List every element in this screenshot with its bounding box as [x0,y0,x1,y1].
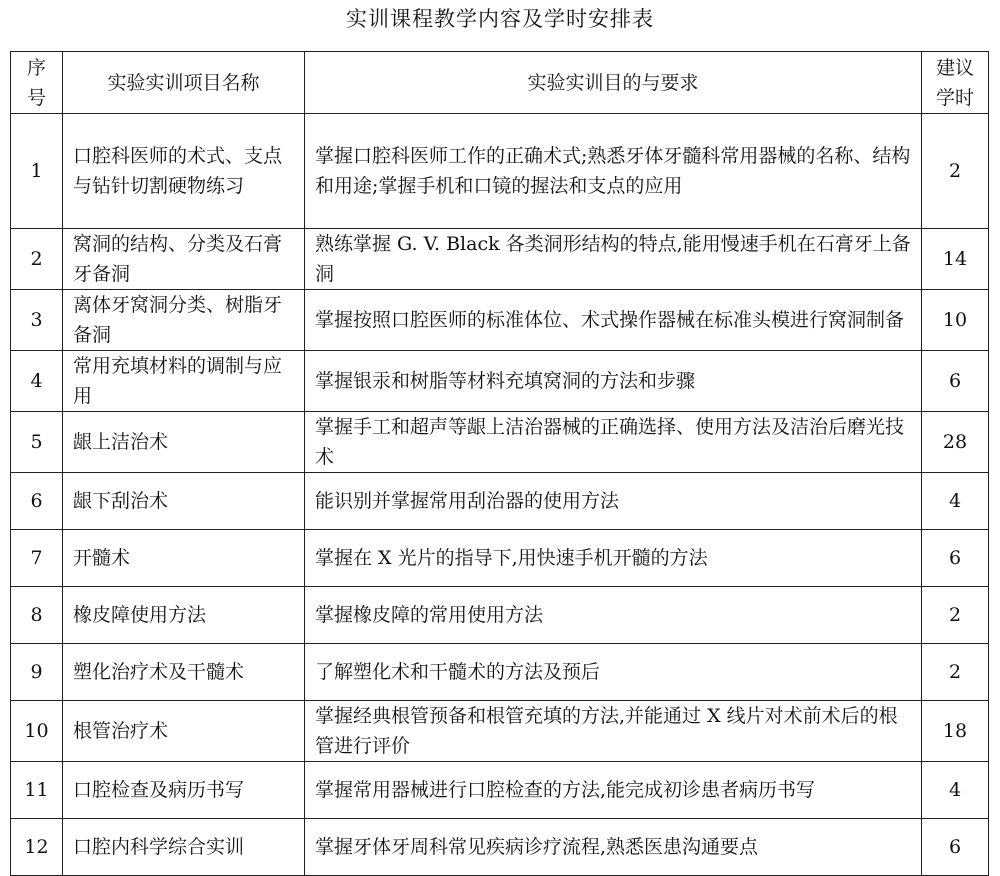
table-row [11,412,989,473]
row-goal: 掌握橡皮障的常用使用方法 [305,587,922,644]
table-row [11,644,989,701]
page-title: 实训课程教学内容及学时安排表 [346,7,654,31]
row-name: 离体牙窝洞分类、树脂牙备洞 [63,290,305,351]
table-row [11,762,989,819]
row-hours: 6 [922,351,989,412]
row-num: 8 [11,587,63,644]
row-name: 根管治疗术 [63,701,305,762]
row-num: 5 [11,412,63,473]
table-row [11,351,989,412]
table-row [11,290,989,351]
row-goal: 掌握口腔科医师工作的正确术式;熟悉牙体牙髓科常用器械的名称、结构和用途;掌握手机和口镜的握法和支点的应用 [305,114,922,229]
row-name: 窝洞的结构、分类及石膏牙备洞 [63,229,305,290]
header-name: 实验实训项目名称 [63,52,305,114]
row-name: 龈下刮治术 [63,473,305,530]
row-name: 开髓术 [63,530,305,587]
row-name: 龈上洁治术 [63,412,305,473]
row-hours: 2 [922,644,989,701]
row-num: 12 [11,819,63,876]
row-num: 11 [11,762,63,819]
header-goal: 实验实训目的与要求 [305,52,922,114]
table-row [11,473,989,530]
row-name: 常用充填材料的调制与应用 [63,351,305,412]
row-goal: 掌握牙体牙周科常见疾病诊疗流程,熟悉医患沟通要点 [305,819,922,876]
table-row [11,819,989,876]
row-num: 7 [11,530,63,587]
row-num: 6 [11,473,63,530]
row-num: 2 [11,229,63,290]
header-num: 序号 [11,52,63,114]
row-goal: 掌握经典根管预备和根管充填的方法,并能通过 X 线片对术前术后的根管进行评价 [305,701,922,762]
row-num: 4 [11,351,63,412]
row-goal: 了解塑化术和干髓术的方法及预后 [305,644,922,701]
row-num: 3 [11,290,63,351]
row-name: 口腔检查及病历书写 [63,762,305,819]
row-goal: 能识别并掌握常用刮治器的使用方法 [305,473,922,530]
table-row [11,229,989,290]
row-hours: 6 [922,819,989,876]
row-num: 1 [11,114,63,229]
row-name: 口腔内科学综合实训 [63,819,305,876]
row-hours: 10 [922,290,989,351]
row-goal: 熟练掌握 G. V. Black 各类洞形结构的特点,能用慢速手机在石膏牙上备洞 [305,229,922,290]
row-hours: 6 [922,530,989,587]
row-goal: 掌握银汞和树脂等材料充填窝洞的方法和步骤 [305,351,922,412]
row-hours: 18 [922,701,989,762]
table-row [11,701,989,762]
schedule-table [10,51,989,876]
header-hours: 建议学时 [922,52,989,114]
table-row [11,114,989,229]
row-name: 橡皮障使用方法 [63,587,305,644]
row-name: 口腔科医师的术式、支点与钻针切割硬物练习 [63,114,305,229]
table-row [11,530,989,587]
row-hours: 4 [922,762,989,819]
row-hours: 2 [922,114,989,229]
row-num: 10 [11,701,63,762]
table-header-row [11,52,989,114]
row-hours: 28 [922,412,989,473]
row-num: 9 [11,644,63,701]
row-goal: 掌握按照口腔医师的标准体位、术式操作器械在标准头模进行窝洞制备 [305,290,922,351]
row-hours: 2 [922,587,989,644]
row-name: 塑化治疗术及干髓术 [63,644,305,701]
row-hours: 14 [922,229,989,290]
row-goal: 掌握手工和超声等龈上洁治器械的正确选择、使用方法及洁治后磨光技术 [305,412,922,473]
row-goal: 掌握常用器械进行口腔检查的方法,能完成初诊患者病历书写 [305,762,922,819]
row-hours: 4 [922,473,989,530]
table-row [11,587,989,644]
row-goal: 掌握在 X 光片的指导下,用快速手机开髓的方法 [305,530,922,587]
